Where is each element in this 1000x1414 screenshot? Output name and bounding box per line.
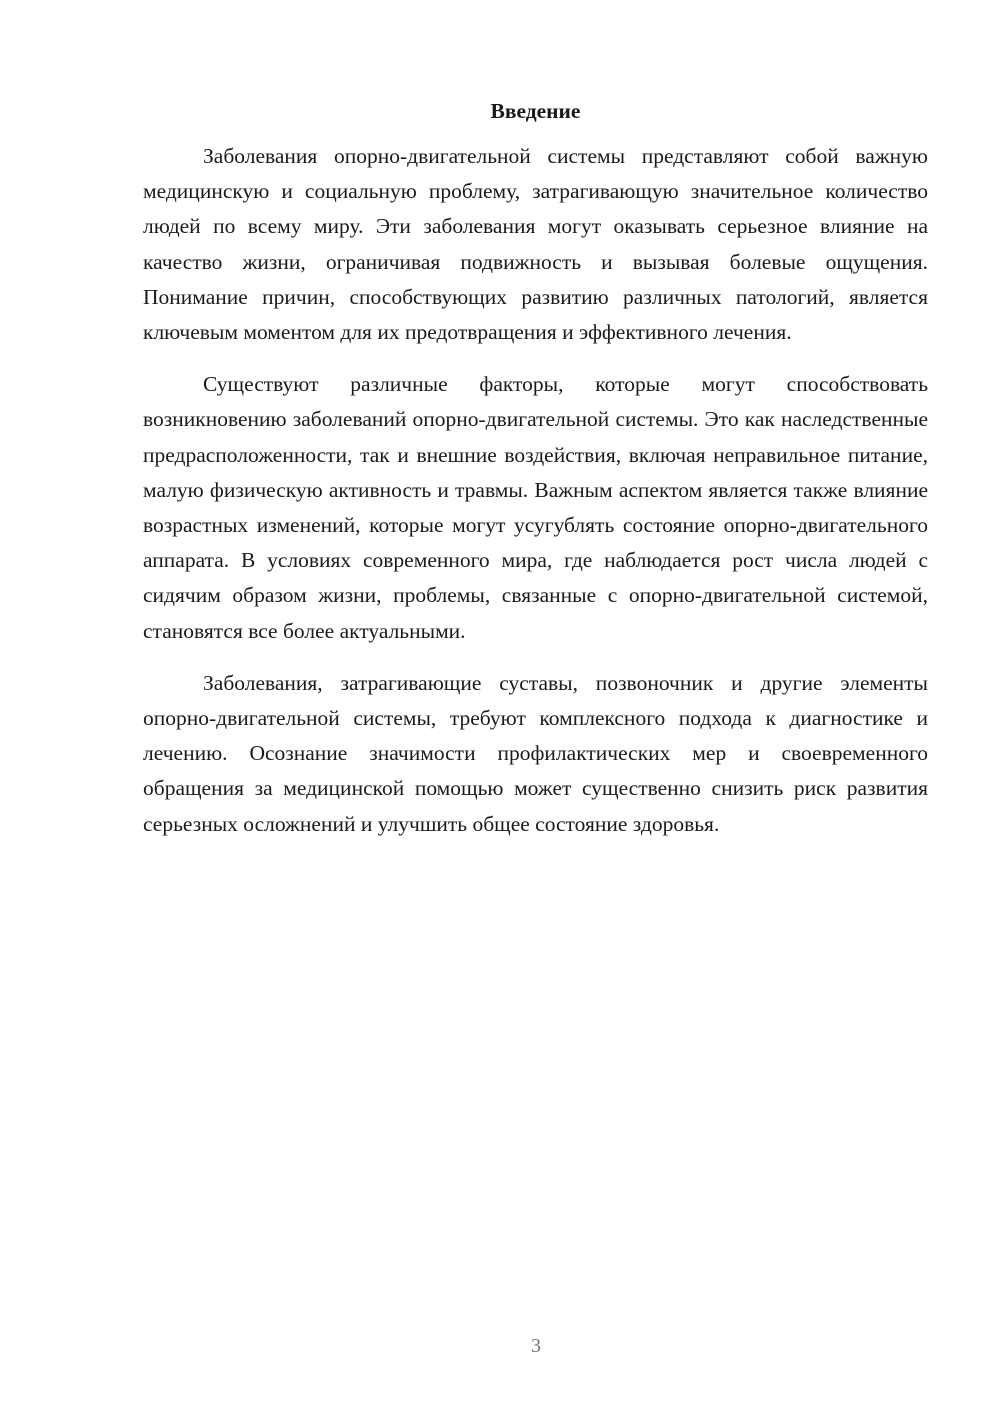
section-heading: Введение bbox=[490, 99, 581, 123]
paragraph-2: Существуют различные факторы, которые могут способствовать возникновению заболеваний опорно-двигательной системы. Это как наследственные предрасположенности, так и внешние воздействия, включая неправильное питание, малую физическую активность и травмы. Важным аспектом является также влияние возрастных изменений, которые могут усугублять состояние опорно-двигательного аппарата. В условиях современного мира, где наблюдается рост числа людей с сидячим образом жизни, проблемы, связанные с опорно-двигательной системой, становятся все более актуальными. bbox=[143, 372, 928, 643]
paragraph-1: Заболевания опорно-двигательной системы представляют собой важную медицинскую и социальную проблему, затрагивающую значительное количество людей по всему миру. Эти заболевания могут оказывать серьезное влияние на качество жизни, ограничивая подвижность и вызывая болевые ощущения. Понимание причин, способствующих развитию различных патологий, является ключевым моментом для их предотвращения и эффективного лечения. bbox=[143, 144, 928, 345]
page-content bbox=[143, 94, 928, 859]
page-number: 3 bbox=[531, 1335, 541, 1357]
paragraph-3: Заболевания, затрагивающие суставы, позвоночник и другие элементы опорно-двигательной системы, требуют комплексного подхода к диагностике и лечению. Осознание значимости профилактических мер и своевременного обращения за медицинской помощью может существенно снизить риск развития серьезных осложнений и улучшить общее состояние здоровья. bbox=[143, 670, 928, 836]
